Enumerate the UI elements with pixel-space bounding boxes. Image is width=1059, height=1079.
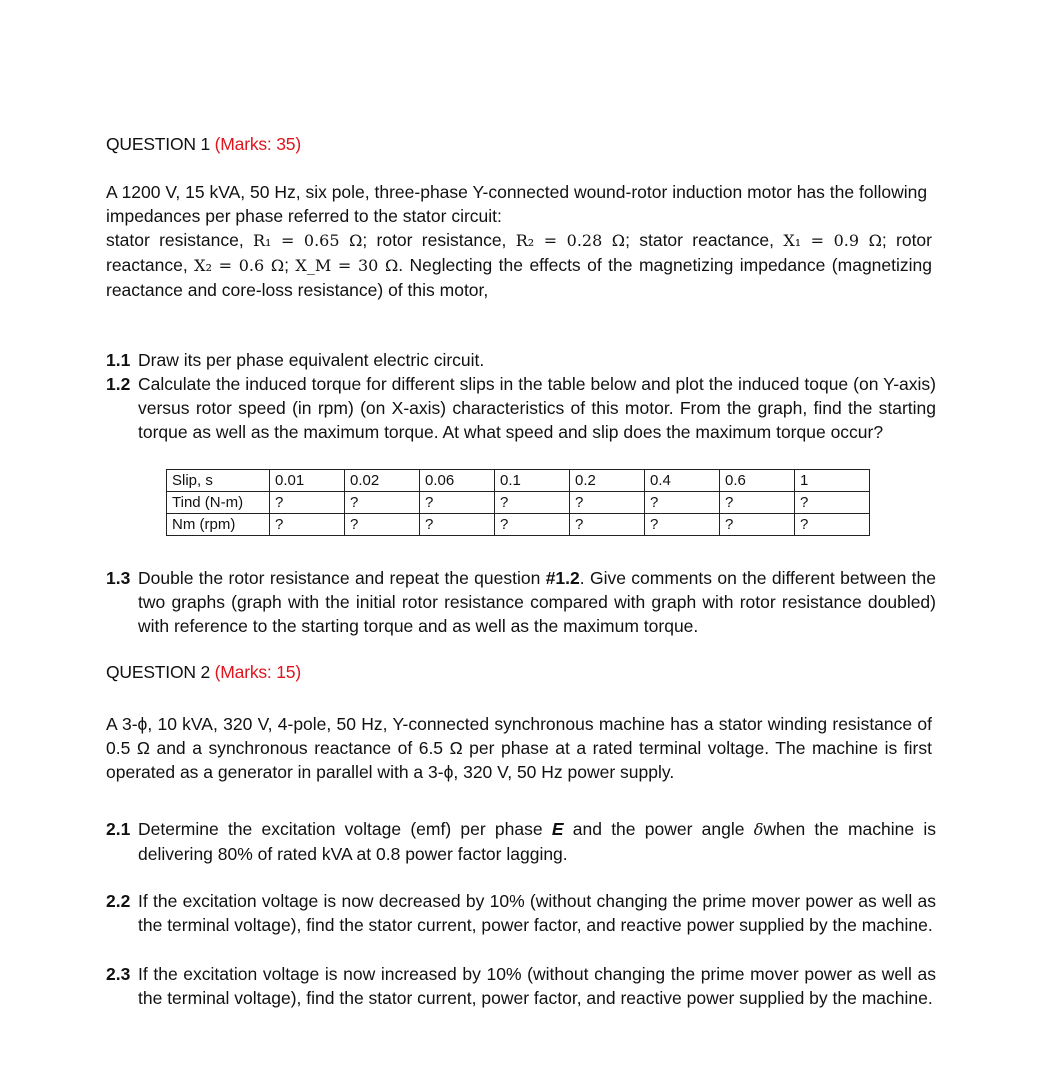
item-1-2 xyxy=(106,372,936,444)
item-number: 2.3 xyxy=(106,964,131,984)
row-header: Tind (N-m) xyxy=(167,492,270,514)
question-reference: #1.2 xyxy=(545,568,580,588)
params-text: ; stator reactance, xyxy=(625,230,784,250)
question-2-intro: A 3-ϕ, 10 kVA, 320 V, 4-pole, 50 Hz, Y-connected synchronous machine has a stator winding resistance of 0.5 Ω and a synchronous reactance of 6.5 Ω per phase at a rated terminal voltage. The machine is first operated as a generator in parallel with a 3-ϕ, 320 V, 50 Hz power supply. xyxy=(106,714,932,782)
params-text: reactance, xyxy=(106,255,195,275)
item-text: If the excitation voltage is now increased by 10% (without changing the prime mover power as well as the terminal voltage), find the stator current, power factor, and reactive power supplied by the machine. xyxy=(138,964,936,1008)
table-cell: ? xyxy=(420,514,495,536)
item-text-part: when the machine is delivering 80% of rated kVA at 0.8 power factor lagging. xyxy=(138,819,936,864)
table-cell: ? xyxy=(570,492,645,514)
r1-value: R₁ = 0.65 Ω xyxy=(253,231,363,250)
params-text: ; rotor resistance, xyxy=(362,230,516,250)
table-cell: ? xyxy=(270,492,345,514)
table-cell: ? xyxy=(795,514,870,536)
table-cell: ? xyxy=(645,514,720,536)
table-cell: 0.02 xyxy=(345,470,420,492)
item-2-2 xyxy=(106,889,936,937)
table-cell: ? xyxy=(645,492,720,514)
params-line-3: reactance and core-loss resistance) of this motor, xyxy=(106,280,489,300)
item-text-part: Double the rotor resistance and repeat the question xyxy=(138,568,546,588)
table-cell: 0.01 xyxy=(270,470,345,492)
item-number: 2.1 xyxy=(106,819,131,839)
params-text: ; xyxy=(284,255,296,275)
table-cell: ? xyxy=(720,492,795,514)
item-number: 1.2 xyxy=(106,374,131,394)
question-1-marks: (Marks: 35) xyxy=(214,134,301,154)
item-number: 1.3 xyxy=(106,568,131,588)
r2-value: R₂ = 0.28 Ω xyxy=(515,231,626,250)
question-1-heading xyxy=(106,134,301,155)
question-2-marks: (Marks: 15) xyxy=(214,662,301,682)
intro-line-1: A 1200 V, 15 kVA, 50 Hz, six pole, three-phase Y-connected wound-rotor induction motor has the following xyxy=(106,182,928,202)
question-1-title: QUESTION 1 xyxy=(106,134,210,154)
table-cell: 0.4 xyxy=(645,470,720,492)
table-row xyxy=(167,492,870,514)
table-cell: ? xyxy=(420,492,495,514)
item-text-part: and the power angle xyxy=(563,819,754,839)
xm-value: X_M = 30 Ω xyxy=(295,256,399,275)
row-header: Slip, s xyxy=(167,470,270,492)
item-text-part: Determine the excitation voltage (emf) per phase xyxy=(138,819,552,839)
item-text: If the excitation voltage is now decreased by 10% (without changing the prime mover power as well as the terminal voltage), find the stator current, power factor, and reactive power supplied by the machine. xyxy=(138,891,936,935)
question-1-intro xyxy=(106,180,932,302)
item-1-3 xyxy=(106,566,936,638)
table-cell: ? xyxy=(570,514,645,536)
table-cell: ? xyxy=(495,514,570,536)
item-1-1 xyxy=(106,348,936,372)
table-cell: ? xyxy=(270,514,345,536)
table-row xyxy=(167,514,870,536)
params-text: ; rotor xyxy=(881,230,932,250)
table-cell: 1 xyxy=(795,470,870,492)
emf-symbol: E xyxy=(551,819,564,839)
slip-torque-table xyxy=(166,469,870,536)
item-number: 2.2 xyxy=(106,891,131,911)
item-2-1 xyxy=(106,817,936,866)
table-cell: ? xyxy=(795,492,870,514)
table-cell: 0.6 xyxy=(720,470,795,492)
table-cell: 0.1 xyxy=(495,470,570,492)
params-text: . Neglecting the effects of the magnetizing impedance (magnetizing xyxy=(398,255,932,275)
item-2-3 xyxy=(106,962,936,1010)
params-line-2 xyxy=(106,253,932,278)
row-header: Nm (rpm) xyxy=(167,514,270,536)
table-cell: ? xyxy=(345,514,420,536)
item-text: Calculate the induced torque for different slips in the table below and plot the induced toque (on Y-axis) versus rotor speed (in rpm) (on X-axis) characteristics of this motor. From the graph, find the starting torque as well as the maximum torque. At what speed and slip does the maximum torque occur? xyxy=(138,374,936,442)
table-cell: 0.06 xyxy=(420,470,495,492)
params-line-1 xyxy=(106,228,932,253)
item-text: Draw its per phase equivalent electric circuit. xyxy=(138,350,485,370)
x1-value: X₁ = 0.9 Ω xyxy=(783,231,882,250)
table-cell: ? xyxy=(720,514,795,536)
table-row xyxy=(167,470,870,492)
item-text xyxy=(106,817,936,866)
table-cell: ? xyxy=(495,492,570,514)
x2-value: X₂ = 0.6 Ω xyxy=(194,256,285,275)
question-2-heading xyxy=(106,662,301,683)
item-text xyxy=(106,566,936,638)
params-text: stator resistance, xyxy=(106,230,253,250)
table-cell: ? xyxy=(345,492,420,514)
item-number: 1.1 xyxy=(106,350,131,370)
item-text-part: . Give comments on the different between the two graphs (graph with the initial rotor resistance compared with graph with rotor resistance doubled) with reference to the starting torque and as well as the maximum torque. xyxy=(138,568,937,636)
delta-symbol: δ xyxy=(753,820,764,839)
question-2-title: QUESTION 2 xyxy=(106,662,210,682)
table-cell: 0.2 xyxy=(570,470,645,492)
intro-line-2: impedances per phase referred to the stator circuit: xyxy=(106,206,502,226)
